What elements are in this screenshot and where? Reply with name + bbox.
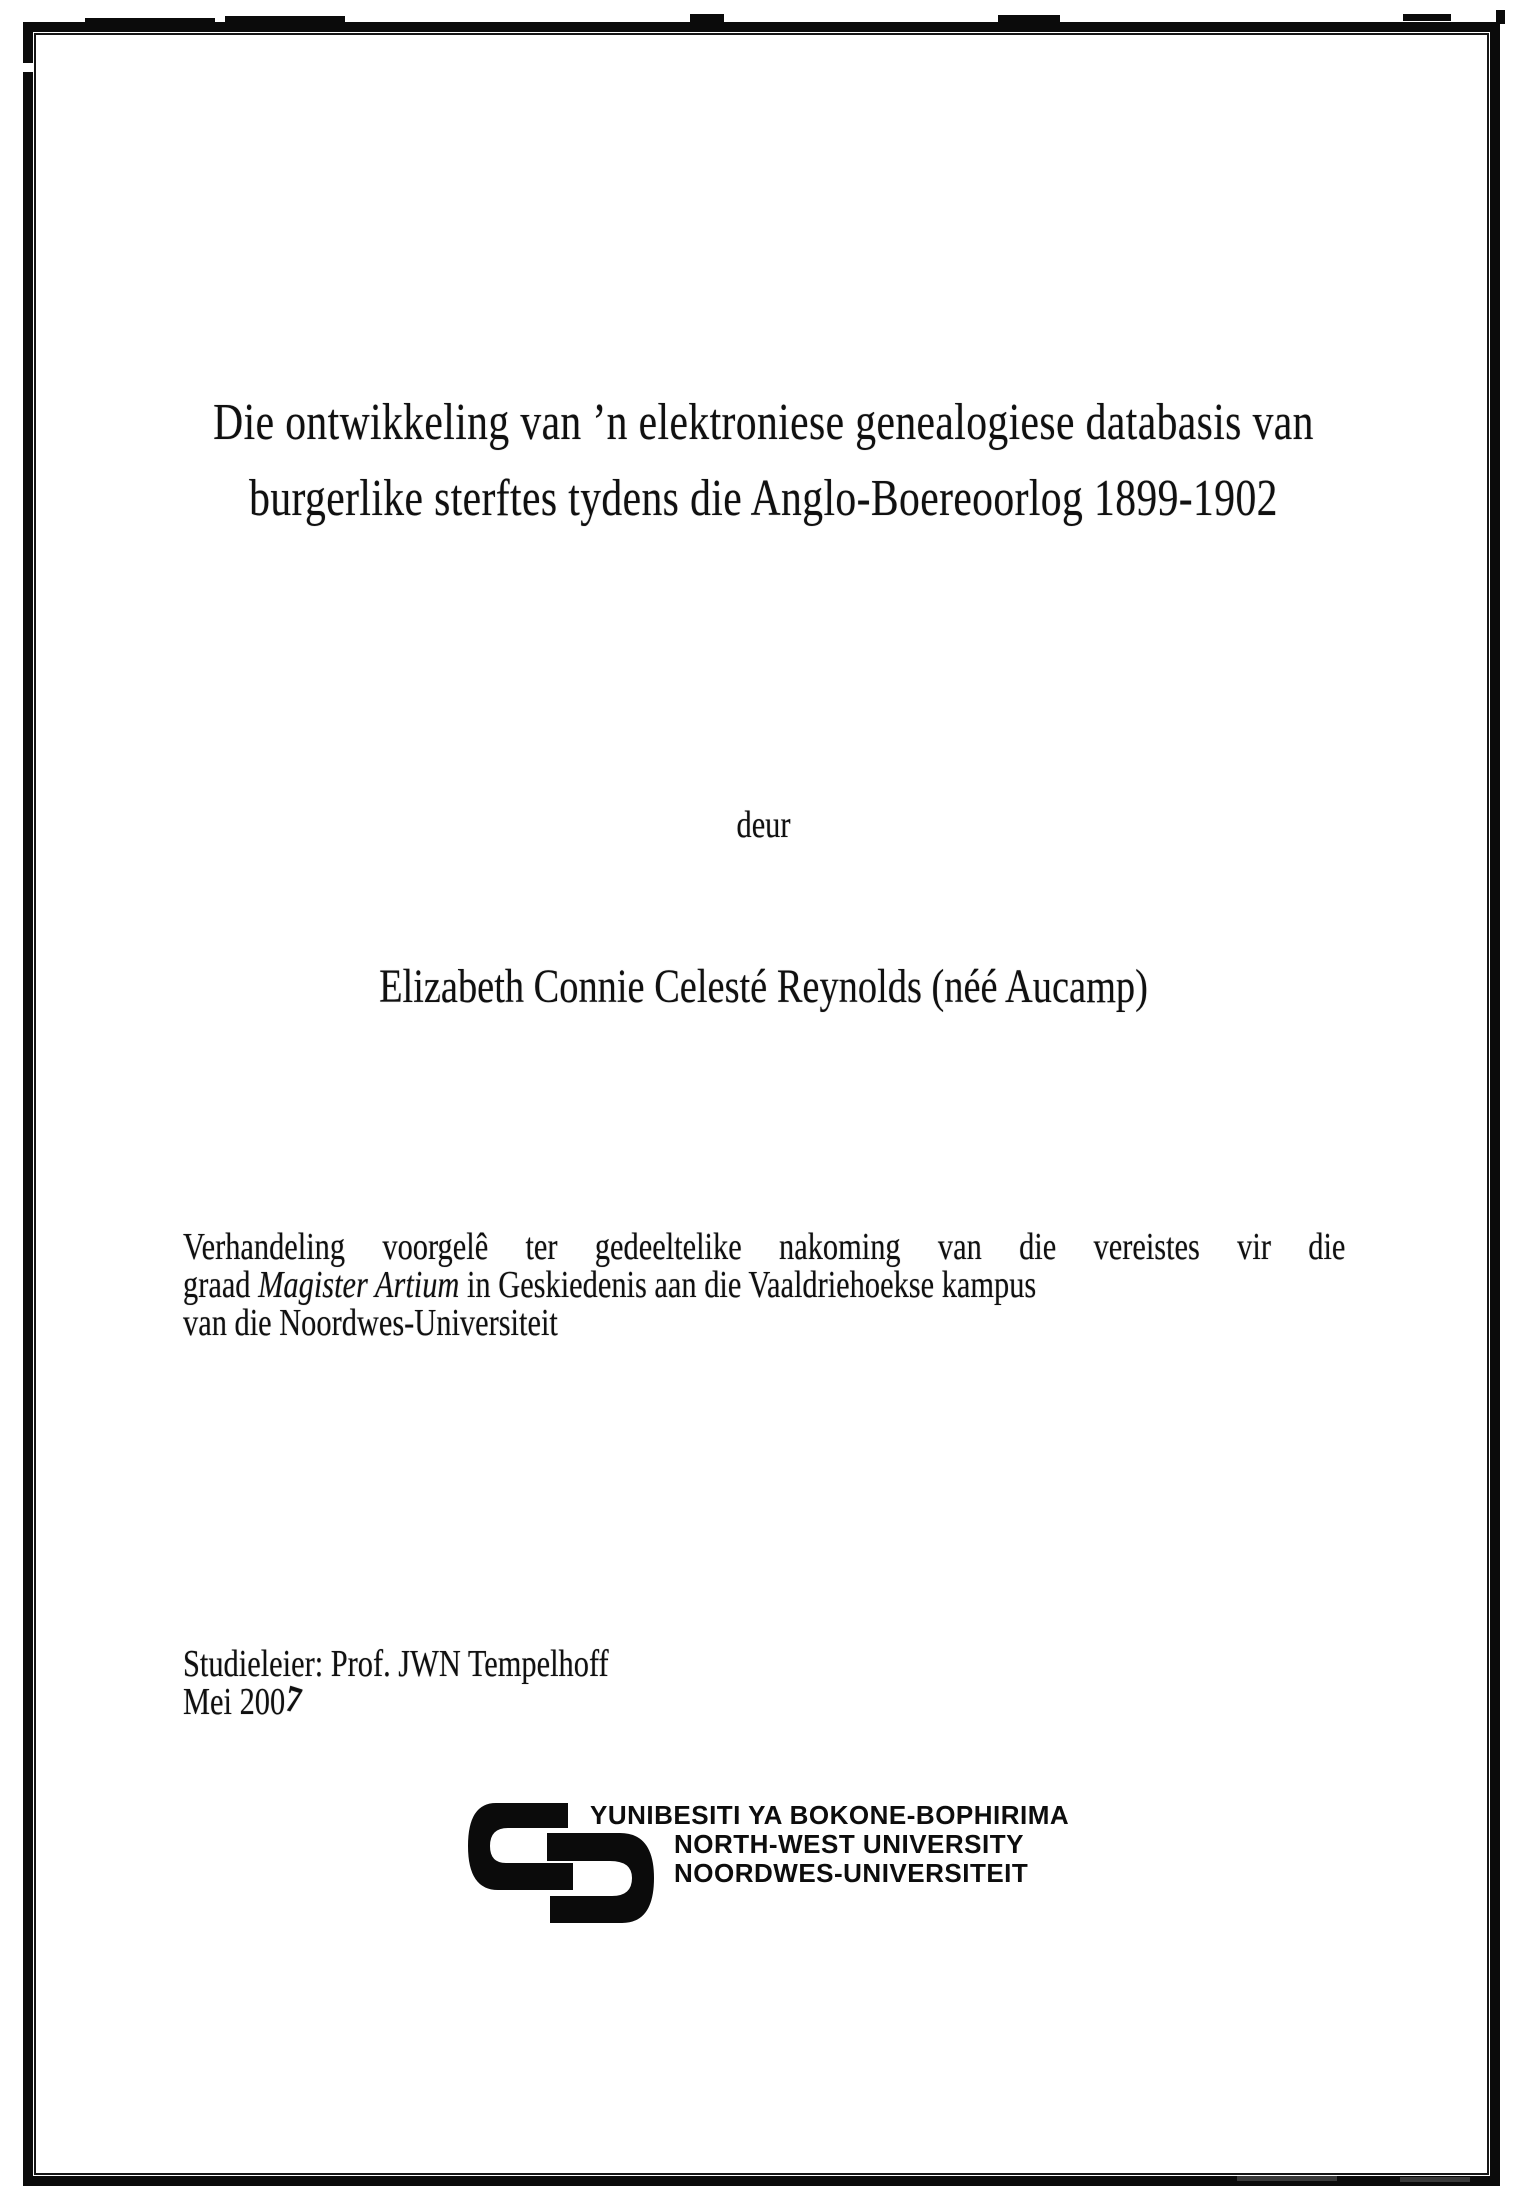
scan-artifact: [1400, 2177, 1470, 2182]
scan-artifact: [998, 15, 1060, 22]
university-name-afrikaans: NOORDWES-UNIVERSITEIT: [674, 1858, 1029, 1888]
university-name-setswana: YUNIBESITI YA BOKONE-BOPHIRIMA: [590, 1800, 1070, 1830]
degree-name: Magister Artium: [258, 1264, 460, 1306]
byline-label: deur: [736, 804, 791, 846]
scan-artifact: [690, 14, 724, 22]
date-last-digit: 7: [281, 1677, 305, 1723]
university-name-english: NORTH-WEST UNIVERSITY: [674, 1829, 1024, 1859]
thesis-statement-line-2: [183, 1266, 1345, 1304]
thesis-statement-line-1: Verhandeling voorgelê ter gedeeltelike nakoming van die vereistes vir die: [183, 1226, 1346, 1268]
thesis-title-line-1: Die ontwikkeling van ’n elektroniese genealogiese databasis van: [213, 394, 1314, 451]
supervisor-line: Studieleier: Prof. JWN Tempelhoff: [183, 1643, 609, 1685]
degree-text-prefix: graad: [183, 1264, 259, 1306]
scan-artifact: [1403, 14, 1451, 21]
author-name: Elizabeth Connie Celesté Reynolds (néé Aucamp): [379, 960, 1148, 1013]
thesis-statement: [183, 1228, 1345, 1342]
scan-artifact: [1237, 2176, 1337, 2181]
degree-text-suffix: in Geskiedenis aan die Vaaldriehoekse kampus: [459, 1264, 1037, 1306]
thesis-title-line-2: burgerlike sterftes tydens die Anglo-Boereoorlog 1899-1902: [249, 470, 1278, 527]
scan-artifact: [85, 18, 215, 23]
scan-artifact: [21, 63, 34, 72]
supervisor-block: [183, 1645, 1345, 1721]
university-name-block: [590, 1801, 1069, 1888]
date-line: [183, 1677, 1345, 1723]
scan-artifact: [1496, 10, 1505, 24]
date-prefix: Mei 200: [183, 1681, 286, 1723]
scan-artifact: [225, 16, 345, 24]
thesis-statement-line-3: van die Noordwes-Universiteit: [183, 1302, 558, 1344]
